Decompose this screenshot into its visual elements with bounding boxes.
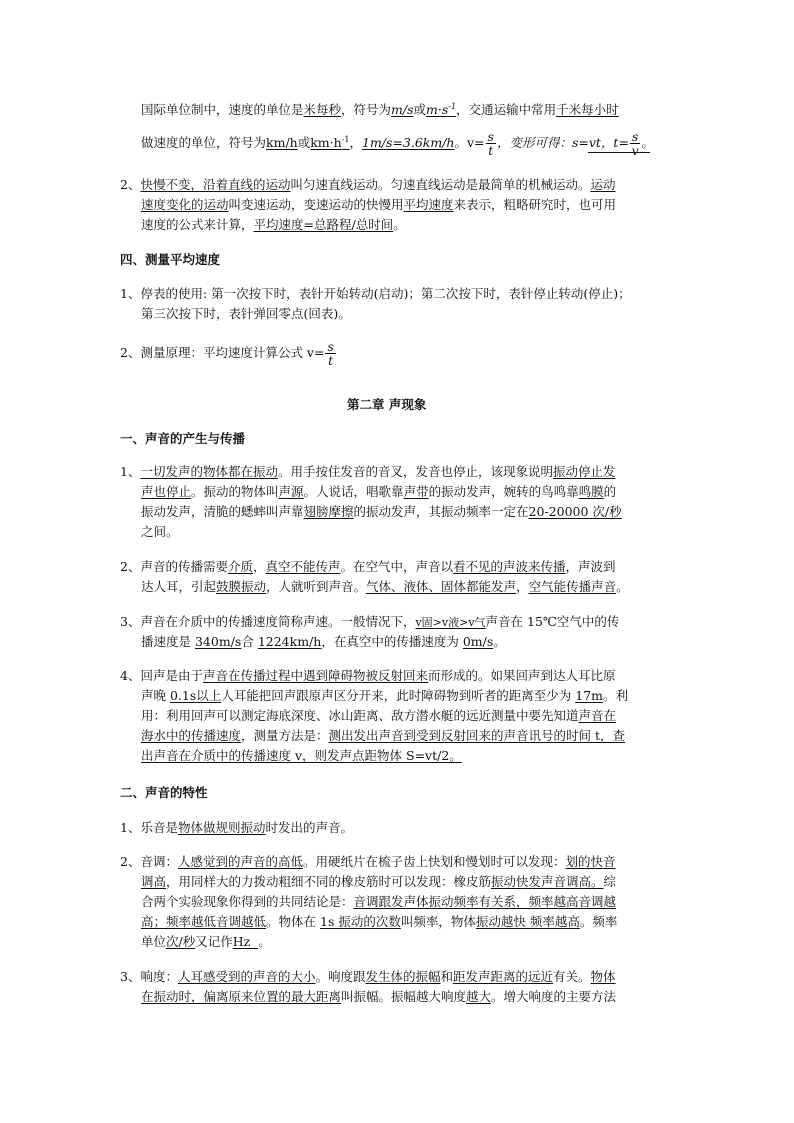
time-formula-fraction: $\frac{s}{v}$ [631,129,639,159]
stopwatch-line-2: 第三次按下时，表针弹回零点(回表)。 [141,306,351,321]
uniform-motion-line-2: 速度变化的运动叫变速运动，变速运动的快慢用平均速度来表示，粗略研究时，也可用 [141,197,617,212]
a1-line-2: 声也停止。振动的物体叫声源。人说话，唱歌靠声带的振动发声，婉转的鸟鸣靠鸣膜的 [141,484,617,499]
uniform-motion-line-1: 2、快慢不变，沿着直线的运动叫匀速直线运动。匀速直线运动是最简单的机械运动。运动 [120,177,616,192]
a4-line-1: 4、回声是由于声音在传播过程中遇到障碍物被反射回来而形成的。如果回声到达人耳比原 [120,668,616,683]
b2-line-2: 调高，用同样大的力拨动粗细不同的橡皮筋时可以发现：橡皮筋振动快发声音调高。综 [141,874,617,889]
b2-line-5: 单位次/秒又记作Hz 。 [141,934,271,949]
a2-line-1: 2、声音的传播需要介质，真空不能传声。在空气中，声音以看不见的声波来传播，声波到 [120,559,616,574]
speed-unit-line-1: 国际单位制中，速度的单位是米每秒，符号为m/s或$m\cdot s^{-1}$，交通运输中常用千米每小时 [141,102,619,118]
a3-line-1: 3、声音在介质中的传播速度简称声速。一般情况下，v固>v液>v气声音在 15℃空气中的传 [120,614,620,629]
b2-line-4: 高；频率越低音调越低。物体在 1s 振动的次数叫频率，物体振动越快 频率越高。频率 [141,914,618,929]
section-heading-sound-production: 一、声音的产生与传播 [120,431,246,446]
b1-line: 1、乐音是物体做规则振动时发出的声音。 [120,820,353,835]
speed-formula-fraction: $\frac{s}{t}$ [487,129,494,159]
b2-line-1: 2、音调：人感觉到的声音的高低。用硬纸片在梳子齿上快划和慢划时可以发现：划的快音 [120,854,616,869]
b2-line-3: 合两个实验现象你得到的共同结论是：音调跟发声体振动频率有关系，频率越高音调越 [141,894,617,909]
a1-line-1: 1、一切发声的物体都在振动。用手按住发音的音叉，发音也停止，该现象说明振动停止发 [120,464,616,479]
b3-line-1: 3、响度：人耳感受到的声音的大小。响度跟发生体的振幅和距发声距离的远近有关。物体 [120,969,616,984]
a3-line-2: 播速度是 340m/s合 1224km/h，在真空中的传播速度为 0m/s。 [141,634,506,649]
a4-line-5: 出声音在介质中的传播速度 v，则发声点距物体 S=vt/2。 [141,748,462,763]
section-heading-sound-characteristics: 二、声音的特性 [120,785,208,800]
a4-line-2: 声晚 0.1s以上人耳能把回声跟原声区分开来，此时障碍物到听者的距离至少为 17m。利 [141,688,629,703]
b3-line-2: 在振动时，偏离原来位置的最大距离叫振幅。振幅越大响度越大。增大响度的主要方法 [141,989,617,1004]
a4-line-4: 海水中的传播速度，测量方法是：测出发出声音到受到反射回来的声音讯号的时间 t，查 [141,728,626,743]
uniform-motion-line-3: 速度的公式来计算，平均速度=总路程/总时间。 [141,217,406,232]
a4-line-3: 用：利用回声可以测定海底深度、冰山距离、敌方潜水艇的远近测量中要先知道声音在 [141,708,617,723]
stopwatch-line-1: 1、停表的使用: 第一次按下时，表针开始转动(启动)；第二次按下时，表针停止转动(停止)； [120,286,631,301]
measure-principle: 2、测量原理：平均速度计算公式 v= $\frac{s}{t}$ [120,339,334,368]
a2-line-2: 达人耳，引起鼓膜振动，人就听到声音。气体、液体、固体都能发声，空气能传播声音。 [141,579,629,594]
blank-line [588,152,650,153]
a1-line-3: 振动发声，清脆的蟋蟀叫声靠翅膀摩擦的振动发声，其振动频率一定在20-20000 次/秒 [141,504,622,519]
section-heading-measure-speed: 四、测量平均速度 [120,252,221,267]
chapter-title: 第二章 声现象 [347,397,427,412]
speed-unit-line-2: 做速度的单位，符号为km/h或$km\cdot h^{-1}$，1m/s=3.6km/h。v= $\frac{s}{t}$ ，变形可得：s=vt，t= $\frac{s}{v}$ 。 [141,129,654,159]
a1-line-4: 之间。 [141,524,179,539]
